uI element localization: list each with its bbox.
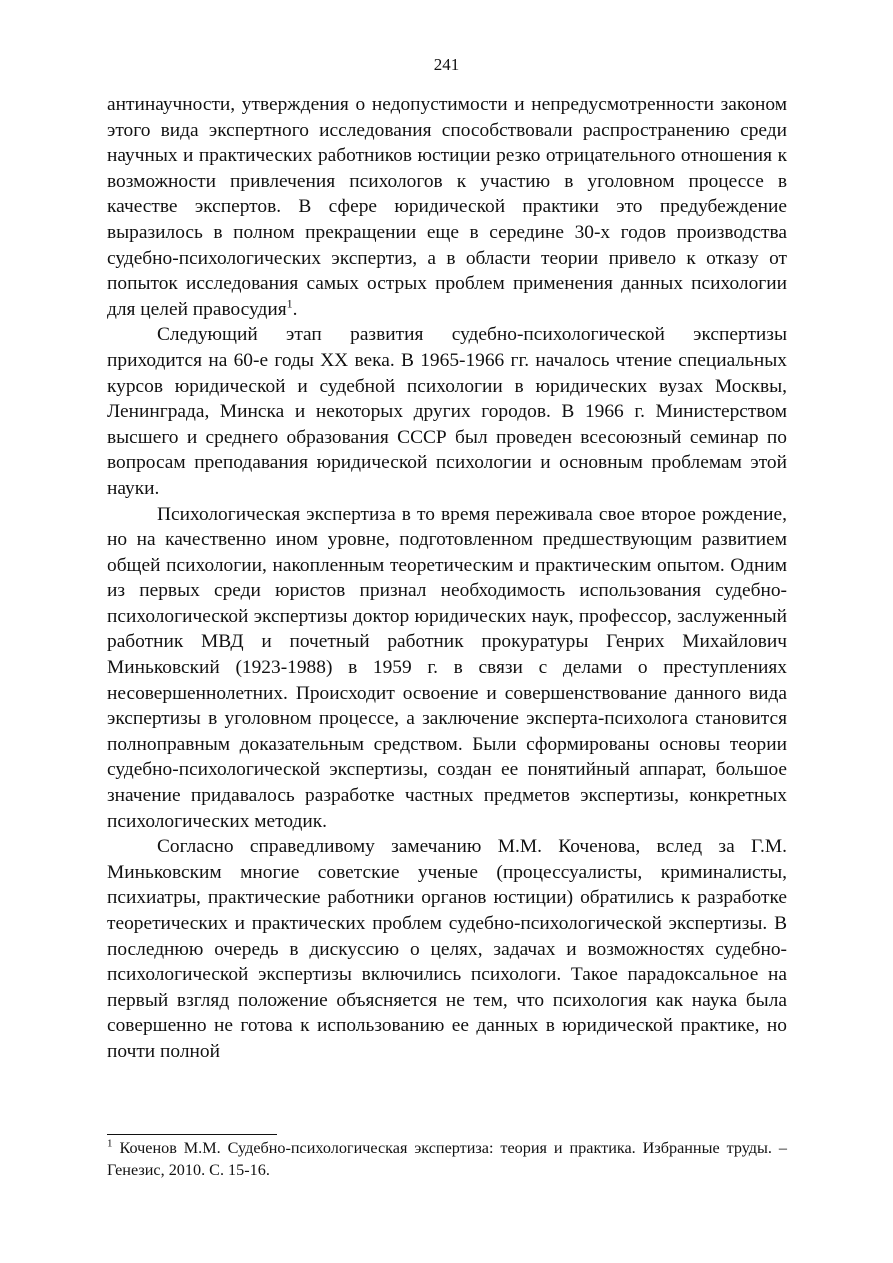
paragraph-1 bbox=[107, 92, 787, 322]
paragraph-2: Следующий этап развития судебно-психологической экспертизы приходится на 60-е годы XX века. В 1965-1966 гг. началось чтение специальных курсов юридической и судебной психологии в юридических вузах Москвы, Ленинграда, Минска и некоторых других городов. В 1966 г. Министерством высшего и среднего образования СССР был проведен всесоюзный семинар по вопросам преподавания юридической психологии и основным проблемам этой науки. bbox=[107, 324, 787, 499]
footnote-reference[interactable]: 1 bbox=[286, 296, 293, 311]
footnote bbox=[107, 1137, 787, 1181]
page-number: 241 bbox=[433, 55, 460, 74]
paragraph-1-tail: . bbox=[292, 298, 298, 320]
paragraph-1-text: антинаучности, утверждения о недопустимости и непредусмотренности законом этого вида экспертного исследования способствовали распространению среди научных и практических работников юстиции резко отрицательного отношения к возможности привлечения психологов к участию в уголовном процессе в качестве экспертов. В сфере юридической практики это предубеждение выразилось в полном прекращении еще в середине 30-х годов производства судебно-психологических экспертиз, а в области теории привело к отказу от попыток исследования самых острых проблем применения данных психологии для целей правосудия bbox=[107, 94, 787, 320]
footnote-divider bbox=[107, 1134, 277, 1135]
footnote-marker: 1 bbox=[107, 1137, 113, 1150]
footnote-text: Коченов М.М. Судебно-психологическая экспертиза: теория и практика. Избранные труды. – Генезис, 2010. С. 15-16. bbox=[107, 1139, 788, 1179]
paragraph-3: Психологическая экспертиза в то время переживала свое второе рождение, но на качественно ином уровне, подготовленном предшествующим развитием общей психологии, накопленным теоретическим и практическим опытом. Одним из первых среди юристов признал необходимость использования судебно-психологической экспертизы доктор юридических наук, профессор, заслуженный работник МВД и почетный работник прокуратуры Генрих Михайлович Миньковский (1923-1988) в 1959 г. в связи с делами о преступлениях несовершеннолетних. Происходит освоение и совершенствование данного вида экспертизы в уголовном процессе, а заключение эксперта-психолога становится полноправным доказательным средством. Были сформированы основы теории судебно-психологической экспертизы, создан ее понятийный аппарат, большое значение придавалось разработке частных предметов экспертизы, конкретных психологических методик. bbox=[107, 503, 787, 832]
body-text bbox=[107, 92, 787, 1065]
paragraph-4: Согласно справедливому замечанию М.М. Коченова, вслед за Г.М. Миньковским многие советские ученые (процессуалисты, криминалисты, психиатры, практические работники органов юстиции) обратились к разработке теоретических и практических проблем судебно-психологической экспертизы. В последнюю очередь в дискуссию о целях, задачах и возможностях судебно-психологической экспертизы включились психологи. Такое парадоксальное на первый взгляд положение объясняется не тем, что психология как наука была совершенно не готова к использованию ее данных в юридической практике, но почти полной bbox=[107, 836, 787, 1062]
